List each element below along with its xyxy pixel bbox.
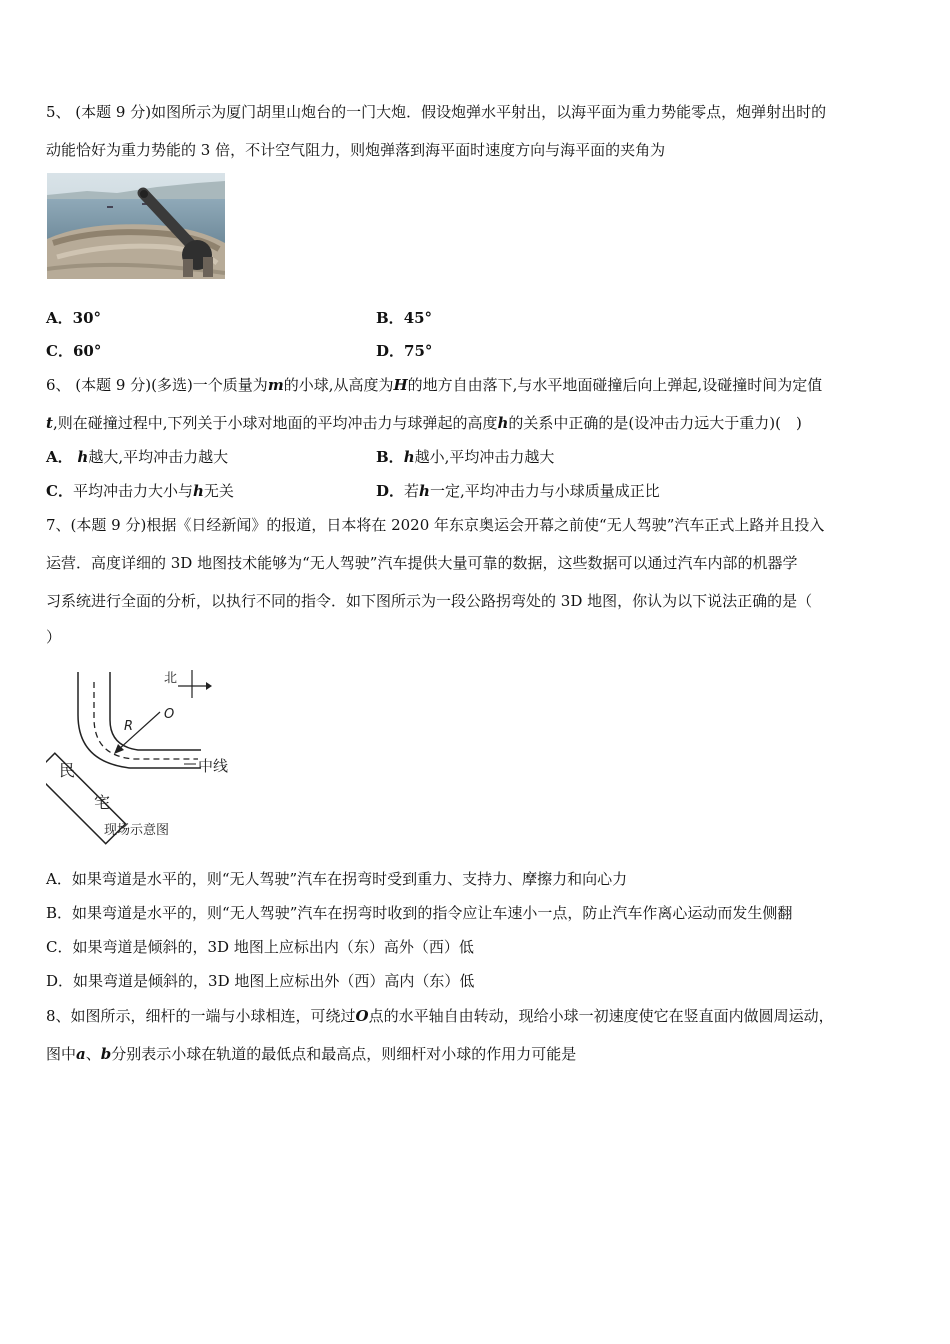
- q8-var-O: O: [355, 1007, 369, 1025]
- q7-stem-line4: ）: [46, 628, 62, 646]
- q6-var-H: H: [393, 376, 408, 394]
- q5-option-a-label: A．: [46, 309, 73, 327]
- q6-stem-line2: [46, 413, 802, 433]
- q8-stem-text3: 图中: [46, 1045, 77, 1063]
- q6-option-c-text2: 无关: [203, 482, 234, 500]
- q6-option-a-text: 越大,平均冲击力越大: [88, 448, 229, 466]
- q5-stem-line1: 5、 (本题 9 分)如图所示为厦门胡里山炮台的一门大炮．假设炮弹水平射出，以海平面为重力势能零点，炮弹射出时的: [46, 103, 827, 121]
- q6-stem-line1: [46, 375, 822, 395]
- q6-option-d-var: h: [419, 482, 430, 500]
- q6-var-t: t: [46, 414, 53, 432]
- q7-stem-line2: 运营．高度详细的 3D 地图技术能够为“无人驾驶”汽车提供大量可靠的数据，这些数据可以通过汽车内部的机器学: [46, 554, 798, 572]
- q6-option-a-var: h: [77, 448, 89, 466]
- east-arrowhead: [206, 682, 212, 690]
- q6-option-d-text2: 一定,平均冲击力与小球质量成正比: [429, 482, 660, 500]
- q7-option-d[interactable]: D．如果弯道是倾斜的，3D 地图上应标出外（西）高内（东）低: [46, 972, 475, 990]
- q5-option-b[interactable]: [376, 308, 432, 328]
- q6-option-b-label: B．: [376, 448, 404, 466]
- cannon-photo-image: [47, 173, 225, 279]
- q5-option-a[interactable]: [46, 308, 101, 328]
- q5-stem-line2: 动能恰好为重力势能的 3 倍，不计空气阻力，则炮弹落到海平面时速度方向与海平面的夹角为: [46, 141, 666, 159]
- q7-stem-line3: 习系统进行全面的分析，以执行不同的指令．如下图所示为一段公路拐弯处的 3D 地图，你认为以下说法正确的是（: [46, 592, 813, 610]
- midline-label: 中线: [198, 757, 229, 775]
- q8-stem-text1: 8、如图所示，细杆的一端与小球相连，可绕过: [46, 1007, 356, 1025]
- q6-stem-text2: 的小球,从高度为: [283, 376, 394, 394]
- q8-var-b: b: [100, 1045, 112, 1063]
- q6-stem-text3: 的地方自由落下,与水平地面碰撞后向上弹起,设碰撞时间为定值: [407, 376, 823, 394]
- q5-option-d-text: 75°: [404, 342, 433, 360]
- q6-option-b-var: h: [403, 448, 415, 466]
- q6-option-c-text1: 平均冲击力大小与: [72, 482, 193, 500]
- q5-option-b-text: 45°: [403, 309, 433, 327]
- q6-option-c-var: h: [192, 482, 204, 500]
- radius-label: R: [124, 719, 134, 734]
- q6-stem-text5: 的关系中正确的是(设冲击力远大于重力)( ): [508, 414, 802, 432]
- diagram-caption: 现场示意图: [104, 823, 170, 838]
- q5-option-d[interactable]: [376, 341, 432, 361]
- q8-stem-text4: 分别表示小球在轨道的最低点和最高点，则细杆对小球的作用力可能是: [111, 1045, 577, 1063]
- q7-option-a[interactable]: A．如果弯道是水平的，则“无人驾驶”汽车在拐弯时受到重力、支持力、摩擦力和向心力: [46, 870, 628, 888]
- q8-stem-line1: [46, 1006, 834, 1026]
- q5-option-a-text: 30°: [72, 309, 102, 327]
- q5-option-d-label: D．: [376, 342, 405, 360]
- q6-option-c-label: C．: [46, 482, 73, 500]
- q7-option-c[interactable]: C．如果弯道是倾斜的，3D 地图上应标出内（东）高外（西）低: [46, 938, 474, 956]
- q6-option-a[interactable]: [46, 447, 228, 467]
- q5-option-b-label: B．: [376, 309, 404, 327]
- q8-stem-text2: 点的水平轴自由转动，现给小球一初速度使它在竖直面内做圆周运动，: [368, 1007, 834, 1025]
- q5-option-c-label: C．: [46, 342, 73, 360]
- road-diagram: [46, 660, 246, 845]
- q5-option-c-text: 60°: [72, 342, 102, 360]
- cannon-photo: [47, 173, 225, 279]
- q6-option-b[interactable]: [376, 447, 554, 467]
- q6-option-c[interactable]: [46, 481, 234, 501]
- q6-var-h: h: [497, 414, 509, 432]
- q7-option-b[interactable]: B．如果弯道是水平的，则“无人驾驶”汽车在拐弯时收到的指令应让车速小一点，防止汽车作离心运动而发生侧翻: [46, 904, 793, 922]
- q6-stem-text4: ,则在碰撞过程中,下列关于小球对地面的平均冲击力与球弹起的高度: [52, 414, 498, 432]
- q6-var-m: m: [267, 376, 284, 394]
- q5-option-c[interactable]: [46, 341, 101, 361]
- q7-stem-line1: 7、(本题 9 分)根据《日经新闻》的报道，日本将在 2020 年东京奥运会开幕之前使“无人驾驶”汽车正式上路并且投入: [46, 516, 825, 534]
- q6-option-d-label: D．: [376, 482, 405, 500]
- house-char-1: 民: [59, 761, 76, 780]
- q6-stem-text1: 6、 (本题 9 分)(多选)一个质量为: [46, 376, 268, 394]
- north-label: 北: [164, 671, 178, 686]
- q8-stem-sep: 、: [85, 1045, 101, 1063]
- q6-option-d[interactable]: [376, 481, 660, 501]
- road-inner-edge: [110, 672, 201, 750]
- q6-option-b-text: 越小,平均冲击力越大: [414, 448, 555, 466]
- road-diagram-svg: [46, 660, 246, 845]
- q6-option-d-text1: 若: [404, 482, 420, 500]
- q8-var-a: a: [76, 1045, 86, 1063]
- house-char-2: 宅: [94, 793, 111, 812]
- q6-option-a-label: A．: [46, 448, 73, 466]
- center-label: O: [164, 707, 175, 722]
- q8-stem-line2: [46, 1044, 576, 1064]
